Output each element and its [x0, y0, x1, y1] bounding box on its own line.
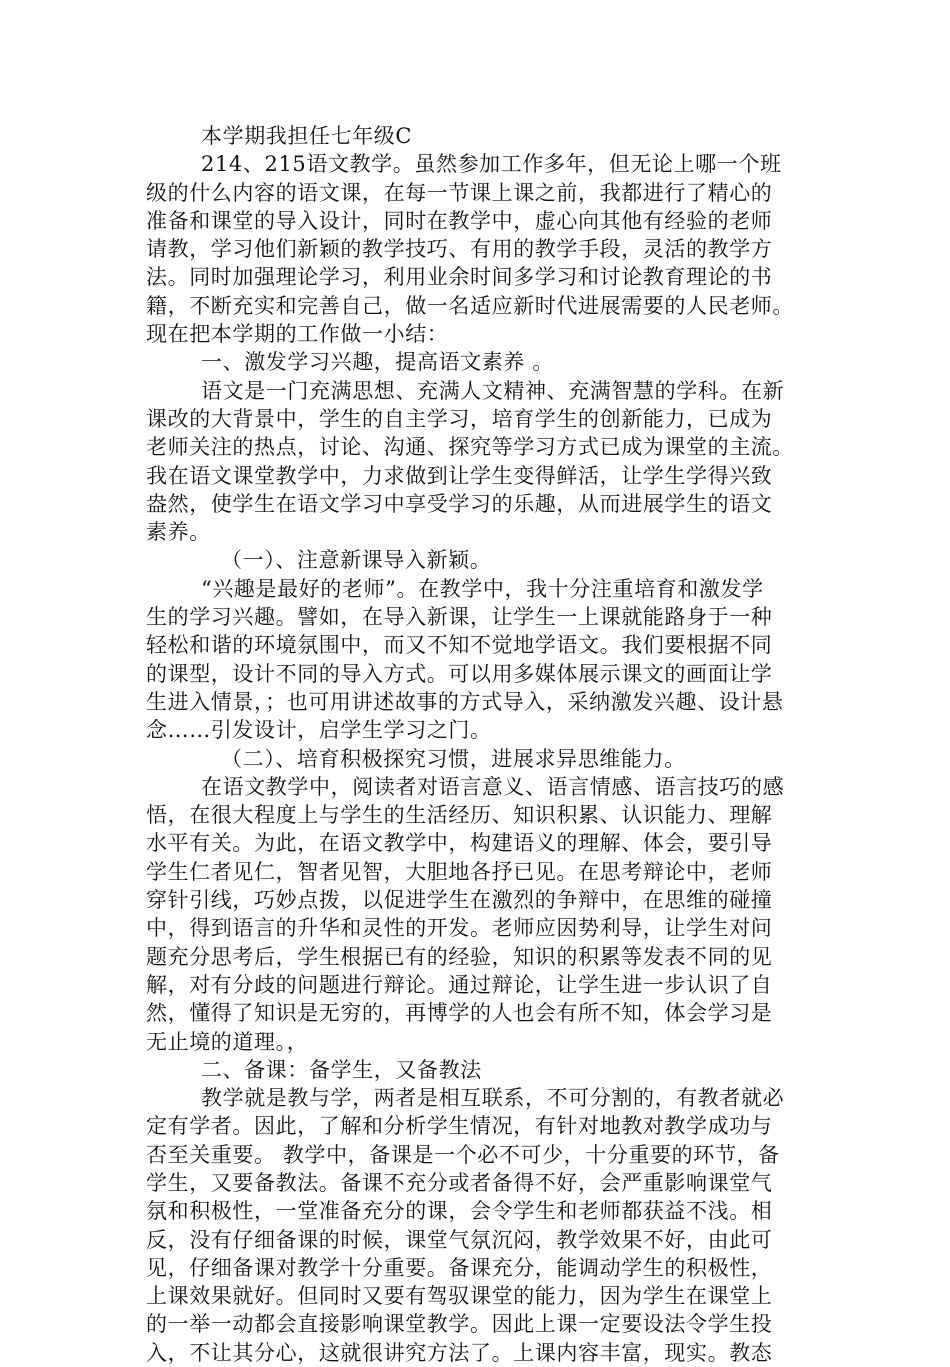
text-line: 请教，学习他们新颖的教学技巧、有用的教学手段，灵活的教学方 [146, 237, 773, 262]
text-line: 反，没有仔细备课的时候，课堂气氛沉闷，教学效果不好，由此可 [146, 1227, 773, 1252]
text-line: 入，不让其分心，这就很讲究方法了。上课内容丰富，现实。教态 [146, 1340, 773, 1365]
text-line: 否至关重要。 教学中，备课是一个必不可少，十分重要的环节，备 [146, 1142, 780, 1167]
text-line: 本学期我担任七年级C [201, 124, 413, 148]
text-line: （二）、培育积极探究习惯，进展求异思维能力。 [221, 746, 686, 771]
text-line: 无止境的道理。， [146, 1029, 309, 1054]
text-line: 轻松和谐的环境氛围中，而又不知不觉地学语文。我们要根据不同 [146, 633, 773, 658]
text-line: 题充分思考后，学生根据已有的经验，知识的积累等发表不同的见 [146, 944, 773, 969]
text-line: 学生仁者见仁，智者见智，大胆地各抒已见。在思考辩论中，老师 [146, 859, 773, 884]
text-line: 的课型，设计不同的导入方式。可以用多媒体展示课文的画面让学 [146, 661, 773, 686]
text-line: 上课效果就好。但同时又要有驾驭课堂的能力，因为学生在课堂上 [146, 1284, 773, 1309]
text-line: 解，对有分歧的问题进行辩论。通过辩论，让学生进一步认识了自 [146, 972, 773, 997]
text-line: 在语文教学中，阅读者对语言意义、语言情感、语言技巧的感 [201, 774, 785, 799]
text-line: 现在把本学期的工作做一小结： [146, 322, 449, 347]
text-line: 的一举一动都会直接影响课堂教学。因此上课一定要设法令学生投 [146, 1312, 773, 1337]
text-line: 定有学者。因此，了解和分析学生情况，有针对地教对教学成功与 [146, 1114, 773, 1139]
text-line: 水平有关。为此，在语文教学中，构建语义的理解、体会，要引导 [146, 831, 773, 856]
text-line: “兴趣是最好的老师”。在教学中，我十分注重培育和激发学 [201, 576, 764, 601]
document-body [146, 122, 806, 1367]
text-line: 学生，又要备教法。备课不充分或者备得不好，会严重影响课堂气 [146, 1170, 773, 1195]
text-line: 法。同时加强理论学习，利用业余时间多学习和讨论教育理论的书 [146, 265, 773, 290]
text-line: 穿针引线，巧妙点拨，以促进学生在激烈的争辩中，在思维的碰撞 [146, 888, 773, 913]
text-line: 生进入情景，；也可用讲述故事的方式导入，采纳激发兴趣、设计悬 [146, 689, 784, 714]
text-line: 一、激发学习兴趣，提高语文素养 。 [201, 350, 554, 375]
text-line: 老师关注的热点，讨论、沟通、探究等学习方式已成为课堂的主流。 [146, 435, 794, 460]
text-line: 语文是一门充满思想、充满人文精神、充满智慧的学科。在新 [201, 378, 785, 403]
text-line: 二、备课：备学生，又备教法 [201, 1057, 482, 1082]
text-line: 我在语文课堂教学中，力求做到让学生变得鲜活，让学生学得兴致 [146, 463, 773, 488]
text-line: 214、215语文教学。虽然参加工作多年，但无论上哪一个班 [201, 152, 782, 177]
text-line: 教学就是教与学，两者是相互联系，不可分割的，有教者就必 [201, 1086, 785, 1111]
text-line: 籍，不断充实和完善自己，做一名适应新时代进展需要的人民老师。 [146, 293, 794, 318]
text-line: 素养。 [146, 520, 211, 545]
text-line: 念……引发设计，启学生学习之门。 [146, 718, 492, 743]
text-line: 中，得到语言的升华和灵性的开发。老师应因势利导，让学生对问 [146, 916, 773, 941]
text-line: 见，仔细备课对教学十分重要。备课充分，能调动学生的积极性， [146, 1255, 773, 1280]
text-line: 然，懂得了知识是无穷的，再博学的人也会有所不知，体会学习是 [146, 1001, 773, 1026]
text-line: 氛和积极性，一堂准备充分的课，会令学生和老师都获益不浅。相 [146, 1199, 773, 1224]
text-line: （一）、注意新课导入新颖。 [221, 548, 492, 573]
text-line: 盎然，使学生在语文学习中享受学习的乐趣，从而进展学生的语文 [146, 491, 773, 516]
text-line: 课改的大背景中，学生的自主学习，培育学生的创新能力，已成为 [146, 406, 773, 431]
text-line: 级的什么内容的语文课，在每一节课上课之前，我都进行了精心的 [146, 180, 773, 205]
text-line: 悟，在很大程度上与学生的生活经历、知识积累、认识能力、理解 [146, 803, 773, 828]
text-line: 生的学习兴趣。譬如，在导入新课，让学生一上课就能路身于一种 [146, 605, 773, 630]
text-line: 准备和课堂的导入设计，同时在教学中，虚心向其他有经验的老师 [146, 208, 773, 233]
